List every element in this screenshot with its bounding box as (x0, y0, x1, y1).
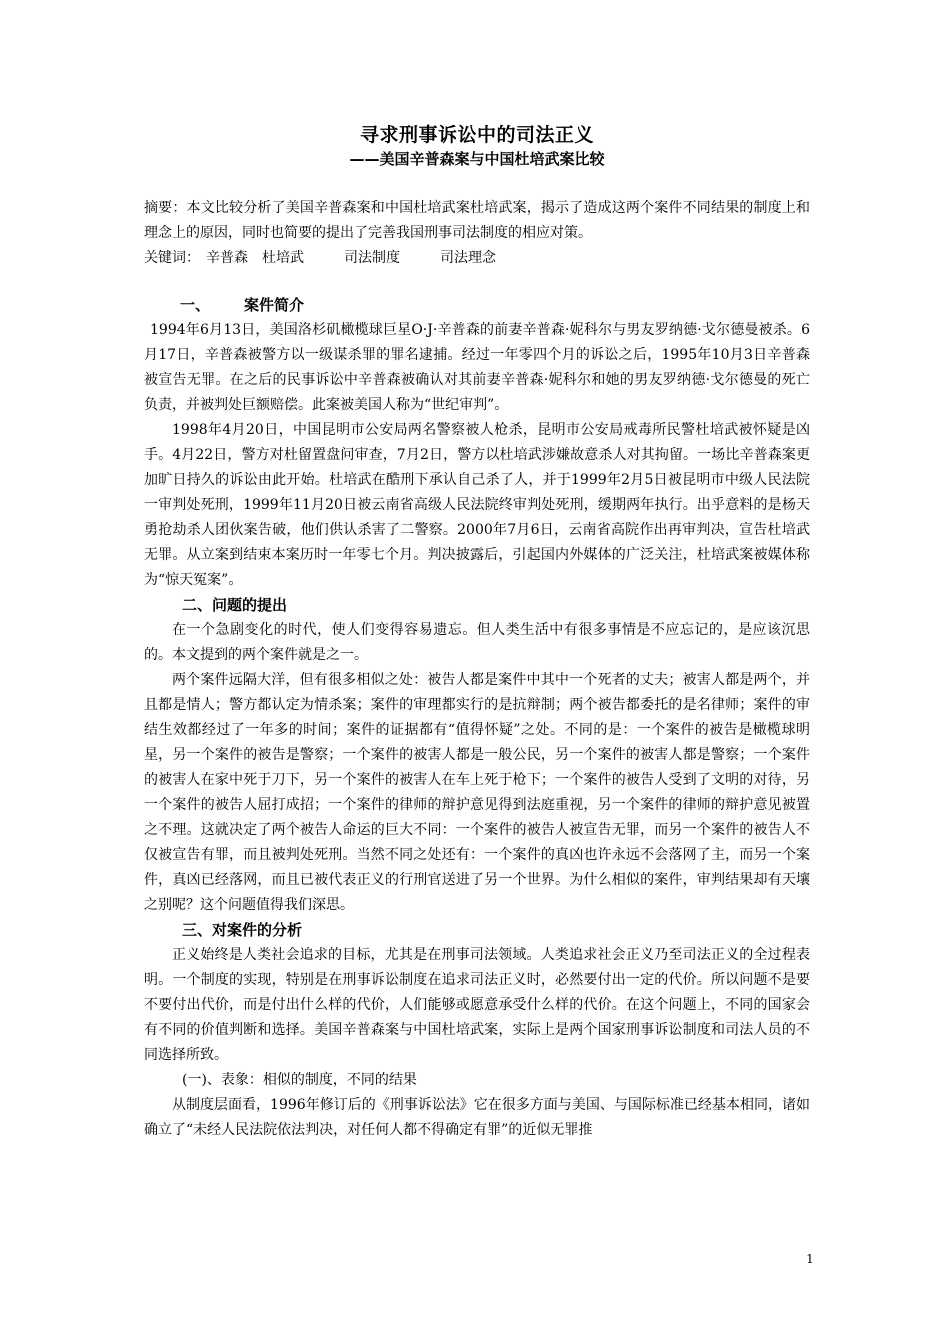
page-title: 寻求刑事诉讼中的司法正义 (359, 124, 594, 146)
page-number: 1 (806, 1252, 814, 1266)
paragraph: 1998年4月20日，中国昆明市公安局两名警察被人枪杀，昆明市公安局戒毒所民警杜培武被怀疑是凶手。4月22日，警方对杜留置盘问审查，7月2日，警方以杜培武涉嫌故意杀人对其拘留。一场比辛普森案更加旷日持久的诉讼由此开始。杜培武在酷刑下承认自己杀了人，并于1999年2月5日被昆明市中级人民法院一审判处死刑，1999年11月20日被云南省高级人民法院终审判处死刑，缓期两年执行。出乎意料的是杨天勇抢劫杀人团伙案告破，他们供认杀害了二警察。2000年7月6日，云南省高院作出再审判决，宣告杜培武无罪。从立案到结束本案历时一年零七个月。判决披露后，引起国内外媒体的广泛关注，杜培武案被媒体称为“惊天冤案”。 (144, 422, 810, 588)
document-page (144, 122, 810, 1143)
paragraph: 两个案件远隔大洋，但有很多相似之处：被告人都是案件中其中一个死者的丈夫；被害人都是两个，并且都是情人；警方都认定为情杀案；案件的审理都实行的是抗辩制；两个被告都委托的是名律师；案件的审结生效都经过了一年多的时间；案件的证据都有“值得怀疑”之处。不同的是：一个案件的被告是橄榄球明星，另一个案件的被告是警察；一个案件的被害人都是一般公民，另一个案件的被害人都是警察；一个案件的被害人在家中死于刀下，另一个案件的被害人在车上死于枪下；一个案件的被告人受到了文明的对待，另一个案件的被告人屈打成招；一个案件的律师的辩护意见得到法庭重视，另一个案件的律师的辩护意见被置之不理。这就决定了两个被告人命运的巨大不同：一个案件的被告人被宣告无罪，而另一个案件的被告人不仅被宣告有罪，而且被判处死刑。当然不同之处还有：一个案件的真凶也许永远不会落网了主，而另一个案件，真凶已经落网，而且已被代表正义的行刑官送进了另一个世界。为什么相似的案件，审判结果却有天壤之别呢？这个问题值得我们深思。 (144, 672, 810, 913)
subsection-heading: (一)、表象：相似的制度，不同的结果 (182, 1072, 417, 1088)
paragraph: 正义始终是人类社会追求的目标，尤其是在刑事司法领域。人类追求社会正义乃至司法正义的全过程表明。一个制度的实现，特别是在刑事诉讼制度在追求司法正义时，必然要付出一定的代价。所以问题不是要不要付出代价，而是付出什么样的代价，人们能够或愿意承受什么样的代价。在这个问题上，不同的国家会有不同的价值判断和选择。美国辛普森案与中国杜培武案，实际上是两个国家刑事诉讼制度和司法人员的不同选择所致。 (144, 947, 810, 1063)
page-subtitle: ——美国辛普森案与中国杜培武案比较 (349, 150, 605, 168)
keywords (144, 246, 810, 271)
keyword: 辛普森 (206, 250, 248, 266)
keyword: 杜培武 (262, 250, 304, 266)
paragraph: 在一个急剧变化的时代，使人们变得容易遗忘。但人类生活中有很多事情是不应忘记的，是应该沉思的。本文提到的两个案件就是之一。 (144, 622, 810, 663)
section-heading: 二、问题的提出 (182, 596, 288, 614)
keyword: 司法理念 (440, 250, 496, 266)
keyword: 司法制度 (344, 250, 400, 266)
section-title: 案件简介 (244, 296, 305, 314)
paragraph: 1994年6月13日，美国洛杉矶橄榄球巨星O·J·辛普森的前妻辛普森·妮科尔与男友罗纳德·戈尔德曼被杀。6月17日，辛普森被警方以一级谋杀罪的罪名逮捕。经过一年零四个月的诉讼之后，1995年10月3日辛普森被宣告无罪。在之后的民事诉讼中辛普森被确认对其前妻辛普森·妮科尔和她的男友罗纳德·戈尔德曼的死亡负责，并被判处巨额赔偿。此案被美国人称为“世纪审判”。 (144, 322, 810, 413)
abstract: 摘要：本文比较分析了美国辛普森案和中国杜培武案杜培武案，揭示了造成这两个案件不同结果的制度上和理念上的原因，同时也简要的提出了完善我国刑事司法制度的相应对策。 (144, 200, 810, 241)
section-heading: 三、对案件的分析 (182, 921, 303, 939)
paragraph: 从制度层面看，1996年修订后的《刑事诉讼法》它在很多方面与美国、与国际标准已经基本相同，诸如确立了“未经人民法院依法判决，对任何人都不得确定有罪”的近似无罪推 (144, 1097, 810, 1138)
keywords-label: 关键词： (144, 250, 200, 266)
section-heading (144, 293, 810, 318)
section-number: 一、 (180, 296, 211, 314)
